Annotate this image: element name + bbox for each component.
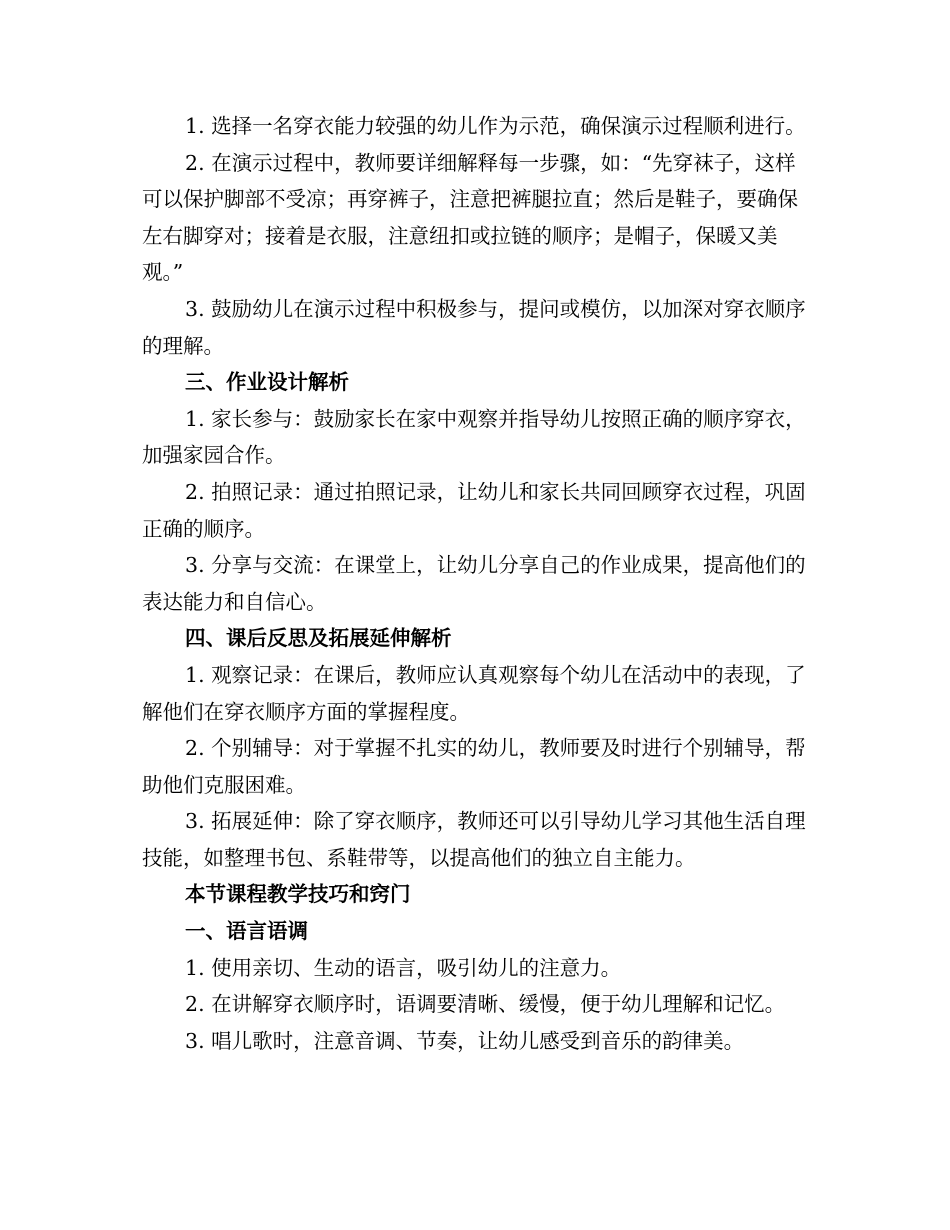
heading-language-tone: 一、语言语调 [185, 919, 309, 944]
paragraph-observation-record: 1. 观察记录：在课后，教师应认真观察每个幼儿在活动中的表现，了解他们在穿衣顺序方面的掌握程度。 [142, 662, 806, 724]
paragraph-friendly-language: 1. 使用亲切、生动的语言，吸引幼儿的注意力。 [185, 955, 622, 980]
paragraph-parent-participation: 1. 家长参与：鼓励家长在家中观察并指导幼儿按照正确的顺序穿衣，加强家园合作。 [142, 406, 806, 468]
heading-teaching-tips: 本节课程教学技巧和窍门 [185, 882, 411, 907]
heading-reflection-extension: 四、课后反思及拓展延伸解析 [185, 626, 452, 651]
paragraph-photo-record: 2. 拍照记录：通过拍照记录，让幼儿和家长共同回顾穿衣过程，巩固正确的顺序。 [142, 479, 806, 541]
paragraph-share-exchange: 3. 分享与交流：在课堂上，让幼儿分享自己的作业成果，提高他们的表达能力和自信心。 [142, 553, 806, 614]
heading-homework-design: 三、作业设计解析 [185, 370, 350, 395]
paragraph-song-rhythm: 3. 唱儿歌时，注意音调、节奏，让幼儿感受到音乐的韵律美。 [185, 1028, 745, 1053]
paragraph-extension: 3. 拓展延伸：除了穿衣顺序，教师还可以引导幼儿学习其他生活自理技能，如整理书包、系鞋带等，以提高他们的独立自主能力。 [142, 809, 806, 870]
paragraph-demo-explain: 2. 在演示过程中，教师要详细解释每一步骤，如：“先穿袜子，这样可以保护脚部不受凉；再穿裤子，注意把裤腿拉直；然后是鞋子，要确保左右脚穿对；接着是衣服，注意纽扣或拉链的顺序；是帽子，保暖又美观。” [142, 150, 798, 285]
document-page [142, 108, 810, 1059]
paragraph-demo-participate: 3. 鼓励幼儿在演示过程中积极参与，提问或模仿，以加深对穿衣顺序的理解。 [142, 296, 806, 358]
paragraph-demo-child: 1. 选择一名穿衣能力较强的幼儿作为示范，确保演示过程顺利进行。 [185, 114, 806, 138]
paragraph-clear-tone: 2. 在讲解穿衣顺序时，语调要清晰、缓慢，便于幼儿理解和记忆。 [185, 992, 786, 1017]
paragraph-individual-tutoring: 2. 个别辅导：对于掌握不扎实的幼儿，教师要及时进行个别辅导，帮助他们克服困难。 [142, 736, 806, 797]
